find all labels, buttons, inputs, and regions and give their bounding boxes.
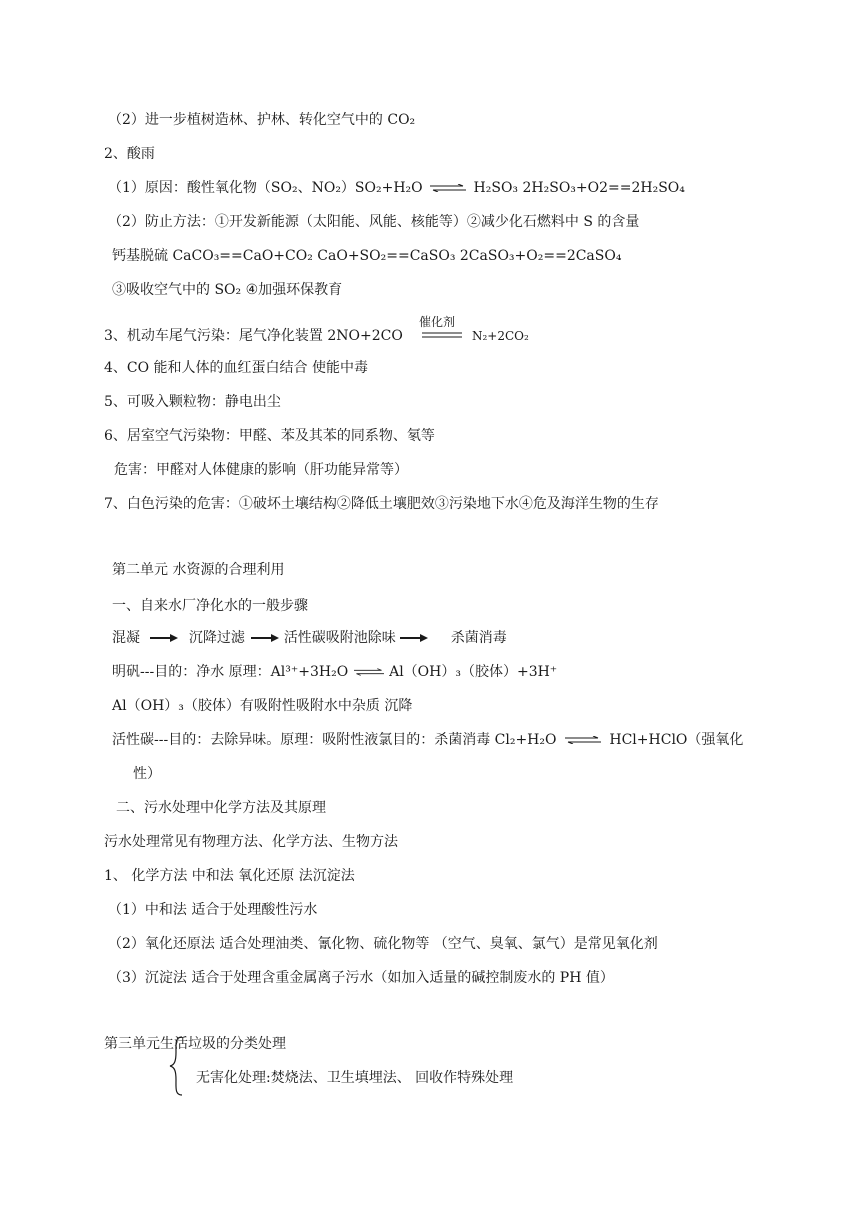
text-line: 钙基脱硫 CaCO₃==CaO+CO₂ CaO+SO₂==CaSO₃ 2CaSO₃+O₂==2CaSO₄ bbox=[112, 248, 622, 264]
text-line: Al（OH）₃（胶体）有吸附性吸附水中杂质 沉降 bbox=[112, 698, 413, 714]
section-heading: 二、污水处理中化学方法及其原理 bbox=[116, 800, 326, 816]
arrow-right-icon bbox=[400, 633, 428, 643]
arrow-right-icon bbox=[251, 633, 279, 643]
process-step: 混凝 bbox=[112, 630, 140, 646]
reversible-arrow-icon bbox=[562, 736, 604, 744]
text-line: 危害：甲醛对人体健康的影响（肝功能异常等） bbox=[114, 462, 408, 478]
text-line: 4、CO 能和人体的血红蛋白结合 使能中毒 bbox=[104, 360, 368, 376]
text-line: ③吸收空气中的 SO₂ ④加强环保教育 bbox=[112, 282, 343, 298]
equation-text: HCl+HClO（强氧化 bbox=[609, 732, 744, 748]
text-line: （3）沉淀法 适合于处理含重金属离子污水（如加入适量的碱控制废水的 PH 值） bbox=[108, 970, 614, 986]
text-line: 污水处理常见有物理方法、化学方法、生物方法 bbox=[104, 834, 398, 850]
equation-text: H₂SO₃ 2H₂SO₃+O2==2H₂SO₄ bbox=[473, 180, 685, 196]
text-line: （2）防止方法：①开发新能源（太阳能、风能、核能等）②减少化石燃料中 S 的含量 bbox=[108, 214, 640, 230]
unit-heading: 第三单元生活垃圾的分类处理 bbox=[104, 1036, 286, 1052]
text-line: 5、可吸入颗粒物：静电出尘 bbox=[104, 394, 281, 410]
section-heading: 一、自来水厂净化水的一般步骤 bbox=[112, 598, 308, 614]
equation-line bbox=[112, 662, 557, 682]
process-step: 沉降过滤 bbox=[188, 630, 245, 646]
text-line: 无害化处理:焚烧法、卫生填埋法、 回收作特殊处理 bbox=[196, 1070, 514, 1086]
section-heading: 2、酸雨 bbox=[104, 146, 155, 162]
equals-arrow-icon bbox=[422, 330, 462, 340]
equation-text: Al（OH）₃（胶体）+3H⁺ bbox=[389, 664, 558, 680]
equation-text: （1）原因：酸性氧化物（SO₂、NO₂）SO₂+H₂O bbox=[108, 180, 423, 196]
equation-line bbox=[108, 178, 685, 198]
process-flow bbox=[112, 628, 507, 648]
curly-brace-icon bbox=[168, 1036, 184, 1096]
equation-text: 明矾---目的：净水 原理：Al³⁺+3H₂O bbox=[112, 664, 349, 680]
process-step: 杀菌消毒 bbox=[450, 630, 507, 646]
text-line: 1、 化学方法 中和法 氧化还原 法沉淀法 bbox=[104, 868, 355, 884]
equation-line: 3、机动车尾气污染：尾气净化装置 2NO+2CO bbox=[104, 328, 403, 344]
reversible-arrow-icon bbox=[354, 668, 384, 676]
equation-text: N₂+2CO₂ bbox=[472, 329, 529, 343]
catalyst-label: 催化剂 bbox=[419, 315, 456, 329]
text-line: 7、白色污染的危害：①破坏土壤结构②降低土壤肥效③污染地下水④危及海洋生物的生存 bbox=[104, 496, 659, 512]
equation-text: 活性碳---目的：去除异味。原理：吸附性液氯目的：杀菌消毒 Cl₂+H₂O bbox=[112, 732, 557, 748]
text-line: （2）氧化还原法 适合处理油类、氰化物、硫化物等 （空气、臭氧、氯气）是常见氧化剂 bbox=[108, 936, 658, 952]
text-line: （1）中和法 适合于处理酸性污水 bbox=[108, 902, 318, 918]
text-line: （2）进一步植树造林、护林、转化空气中的 CO₂ bbox=[108, 112, 416, 128]
text-line: 6、居室空气污染物：甲醛、苯及其苯的同系物、氡等 bbox=[104, 428, 435, 444]
reversible-arrow-icon bbox=[430, 184, 466, 192]
unit-heading: 第二单元 水资源的合理利用 bbox=[112, 562, 285, 578]
process-step: 活性碳吸附池除味 bbox=[283, 630, 396, 646]
arrow-right-icon bbox=[150, 633, 178, 643]
equation-line bbox=[112, 730, 743, 750]
text-line: 性） bbox=[133, 766, 161, 782]
